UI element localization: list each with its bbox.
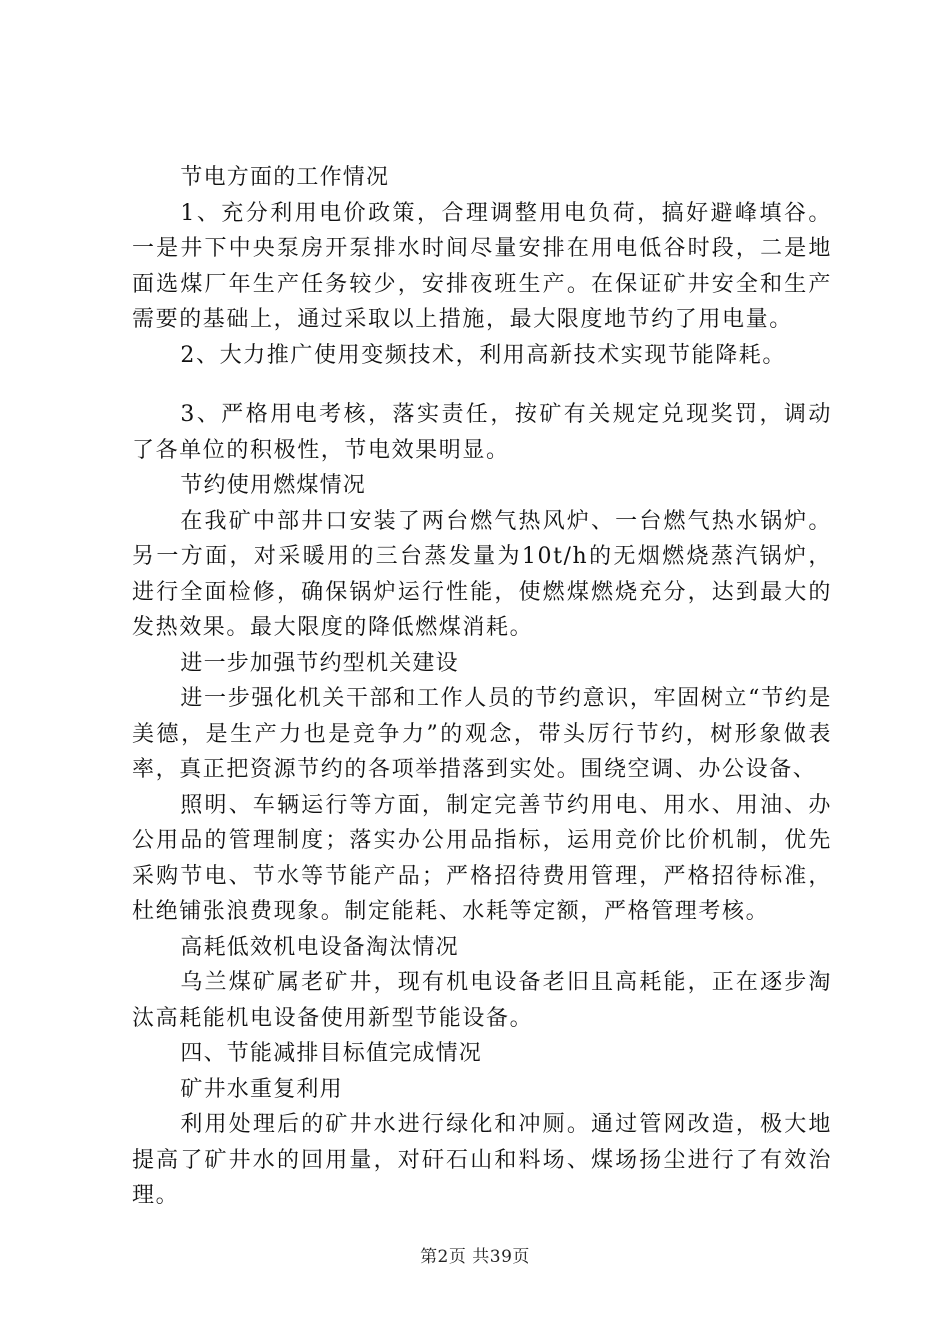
paragraph-awareness: 进一步强化机关干部和工作人员的节约意识，牢固树立“节约是美德，是生产力也是竞争力”的观念，带头厉行节约，树形象做表率，真正把资源节约的各项举措落到实处。围绕空调、办公设备、 bbox=[132, 686, 832, 782]
page-number-footer: 第2页 共39页 bbox=[420, 1247, 530, 1267]
paragraph-power-assessment: 3、严格用电考核，落实责任，按矿有关规定兑现奖罚，调动了各单位的积极性，节电效果明显。 bbox=[132, 402, 832, 463]
paragraph-power-policy: 1、充分利用电价政策，合理调整用电负荷，搞好避峰填谷。一是井下中央泵房开泵排水时间尽量安排在用电低谷时段，二是地面选煤厂年生产任务较少，安排夜班生产。在保证矿井安全和生产需要的基础上，通过采取以上措施，最大限度地节约了用电量。 bbox=[132, 200, 832, 332]
paragraph-management-rules: 照明、车辆运行等方面，制定完善节约用电、用水、用油、办公用品的管理制度；落实办公用品指标，运用竞价比价机制，优先采购节电、节水等节能产品；严格招待费用管理，严格招待标准，杜绝铺张浪费现象。制定能耗、水耗等定额，严格管理考核。 bbox=[132, 792, 832, 924]
section-heading-equipment-elimination: 高耗低效机电设备淘汰情况 bbox=[180, 934, 459, 960]
section-heading-targets: 四、节能减排目标值完成情况 bbox=[180, 1041, 482, 1066]
paragraph-boiler: 在我矿中部井口安装了两台燃气热风炉、一台燃气热水锅炉。另一方面，对采暖用的三台蒸发量为10t/h的无烟燃烧蒸汽锅炉，进行全面检修，确保锅炉运行性能，使燃煤燃烧充分，达到最大的发热效果。最大限度的降低燃煤消耗。 bbox=[132, 508, 832, 640]
paragraph-water-reuse: 利用处理后的矿井水进行绿化和冲厕。通过管网改造，极大地提高了矿井水的回用量，对矸石山和料场、煤场扬尘进行了有效治理。 bbox=[132, 1112, 832, 1208]
section-heading-water-reuse: 矿井水重复利用 bbox=[180, 1076, 343, 1102]
section-heading-coal-saving: 节约使用燃煤情况 bbox=[180, 473, 366, 498]
section-heading-office-saving: 进一步加强节约型机关建设 bbox=[180, 650, 459, 676]
section-heading-power-saving: 节电方面的工作情况 bbox=[180, 165, 390, 190]
paragraph-frequency-conversion: 2、大力推广使用变频技术，利用高新技术实现节能降耗。 bbox=[180, 342, 786, 368]
paragraph-equipment: 乌兰煤矿属老矿井，现有机电设备老旧且高耗能，正在逐步淘汰高耗能机电设备使用新型节能设备。 bbox=[132, 970, 832, 1031]
document-body bbox=[132, 160, 832, 1214]
